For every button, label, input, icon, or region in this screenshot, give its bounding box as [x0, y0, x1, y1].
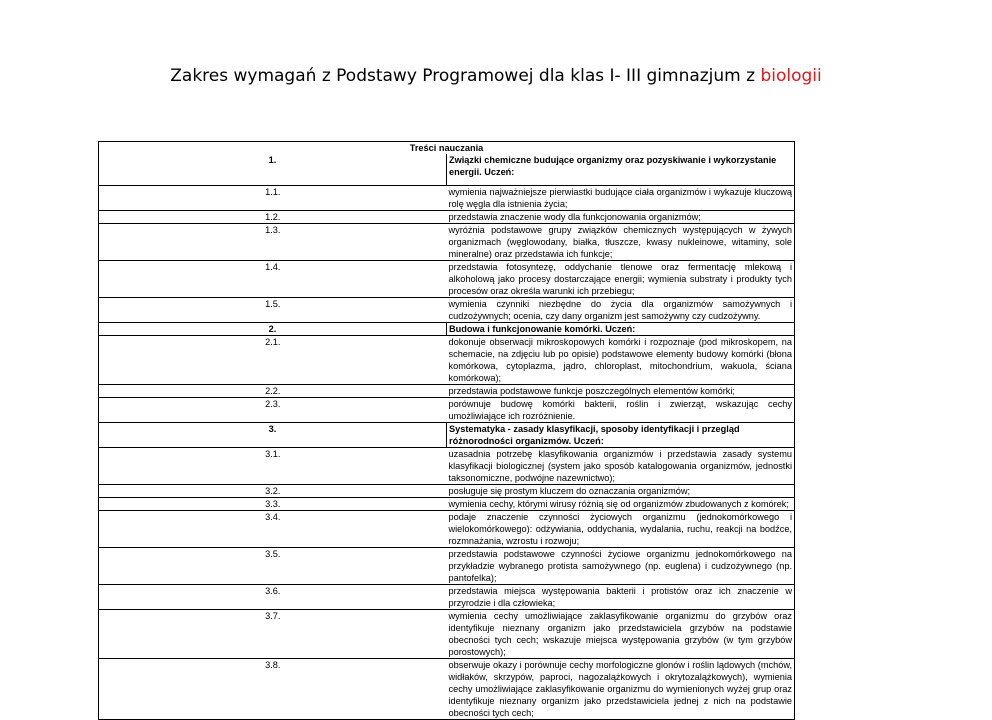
row-number: 1.: [99, 154, 447, 186]
table-row: [99, 659, 795, 720]
section-title: Budowa i funkcjonowanie komórki. Uczeń:: [447, 323, 795, 336]
row-text: przedstawia znaczenie wody dla funkcjonowania organizmów;: [447, 211, 795, 224]
row-number: 3.3.: [99, 498, 447, 511]
table-row: [99, 186, 795, 211]
table-row: [99, 610, 795, 659]
page-title-text: Zakres wymagań z Podstawy Programowej dla klas I- III gimnazjum z: [170, 66, 761, 86]
row-text: dokonuje obserwacji mikroskopowych komórki i rozpoznaje (pod mikroskopem, na schemacie, na zdjęciu lub po opisie) podstawowe elementy budowy komórki (błona komórkowa, cytoplazma, jądro, chloroplast, mitochondrium, wakuola, ściana komórkowa);: [447, 336, 795, 385]
section-title: Systematyka - zasady klasyfikacji, sposoby identyfikacji i przegląd różnorodności organizmów. Uczeń:: [447, 423, 795, 448]
row-number: 3.2.: [99, 485, 447, 498]
row-number: 3.5.: [99, 548, 447, 585]
row-number: 3.4.: [99, 511, 447, 548]
row-number: 3.8.: [99, 659, 447, 720]
row-text: przedstawia miejsca występowania bakterii i protistów oraz ich znaczenie w przyrodzie i dla człowieka;: [447, 585, 795, 610]
table-row: [99, 548, 795, 585]
row-text: wymienia czynniki niezbędne do życia dla organizmów samożywnych i cudzożywnych; ocenia, czy dany organizm jest samożywny czy cudzożywny.: [447, 298, 795, 323]
row-number: 2.: [99, 323, 447, 336]
row-text: uzasadnia potrzebę klasyfikowania organizmów i przedstawia zasady systemu klasyfikacji biologicznej (system jako sposób katalogowania organizmów, jednostki taksonomiczne, podwójne nazewnictwo);: [447, 448, 795, 485]
table-header-row: [99, 142, 795, 155]
row-number: 1.4.: [99, 261, 447, 298]
row-number: 2.3.: [99, 398, 447, 423]
table-row: [99, 398, 795, 423]
row-text: przedstawia fotosyntezę, oddychanie tlenowe oraz fermentację mlekową i alkoholową jako procesy dostarczające energii; wymienia substraty i produkty tych procesów oraz określa warunki ich przebiegu;: [447, 261, 795, 298]
row-text: podaje znaczenie czynności życiowych organizmu (jednokomórkowego i wielokomórkowego): odżywiania, oddychania, wydalania, ruchu, reakcji na bodźce, rozmnażania, wzrostu i rozwoju;: [447, 511, 795, 548]
row-number: 1.5.: [99, 298, 447, 323]
page-title: [0, 66, 992, 86]
table-body: [99, 154, 795, 720]
table-row: [99, 336, 795, 385]
section-title: Związki chemiczne budujące organizmy oraz pozyskiwanie i wykorzystanie energii. Uczeń:: [447, 154, 795, 186]
page-title-subject: biologii: [760, 66, 822, 86]
row-text: posługuje się prostym kluczem do oznaczania organizmów;: [447, 485, 795, 498]
row-number: 3.7.: [99, 610, 447, 659]
table-row: [99, 498, 795, 511]
table-row: [99, 511, 795, 548]
table-row: [99, 224, 795, 261]
row-number: 1.1.: [99, 186, 447, 211]
table-row: [99, 261, 795, 298]
table-row: [99, 211, 795, 224]
row-text: wymienia najważniejsze pierwiastki budujące ciała organizmów i wykazuje kluczową rolę węgla dla istnienia życia;: [447, 186, 795, 211]
section-row: [99, 154, 795, 186]
row-number: 1.3.: [99, 224, 447, 261]
table-header: Treści nauczania: [99, 142, 795, 155]
curriculum-table: [98, 141, 795, 720]
row-number: 3.1.: [99, 448, 447, 485]
row-text: wymienia cechy, którymi wirusy różnią się od organizmów zbudowanych z komórek;: [447, 498, 795, 511]
table-row: [99, 298, 795, 323]
row-text: wymienia cechy umożliwiające zaklasyfikowanie organizmu do grzybów oraz identyfikuje nieznany organizm jako przedstawiciela grzybów na podstawie obecności tych cech; wskazuje miejsca występowania grzybów (w tym grzybów porostowych);: [447, 610, 795, 659]
row-text: obserwuje okazy i porównuje cechy morfologiczne glonów i roślin lądowych (mchów, widłaków, skrzypów, paproci, nagozalążkowych i okrytozalążkowych), wymienia cechy umożliwiające zaklasyfikowanie organizmu do wymienionych wyżej grup oraz identyfikuje nieznany organizm jako przedstawiciela jednej z nich na podstawie obecności tych cech;: [447, 659, 795, 720]
row-text: porównuje budowę komórki bakterii, roślin i zwierząt, wskazując cechy umożliwiające ich rozróżnienie.: [447, 398, 795, 423]
row-number: 3.: [99, 423, 447, 448]
row-text: przedstawia podstawowe czynności życiowe organizmu jednokomórkowego na przykładzie wybranego protista samożywnego (np. euglena) i cudzożywnego (np. pantofelka);: [447, 548, 795, 585]
row-number: 1.2.: [99, 211, 447, 224]
table-row: [99, 448, 795, 485]
table-row: [99, 385, 795, 398]
row-number: 2.2.: [99, 385, 447, 398]
row-number: 3.6.: [99, 585, 447, 610]
table-row: [99, 485, 795, 498]
section-row: [99, 323, 795, 336]
row-number: 2.1.: [99, 336, 447, 385]
section-row: [99, 423, 795, 448]
row-text: przedstawia podstawowe funkcje poszczególnych elementów komórki;: [447, 385, 795, 398]
table-row: [99, 585, 795, 610]
row-text: wyróżnia podstawowe grupy związków chemicznych występujących w żywych organizmach (węglowodany, białka, tłuszcze, kwasy nukleinowe, witaminy, sole mineralne) oraz przedstawia ich funkcje;: [447, 224, 795, 261]
